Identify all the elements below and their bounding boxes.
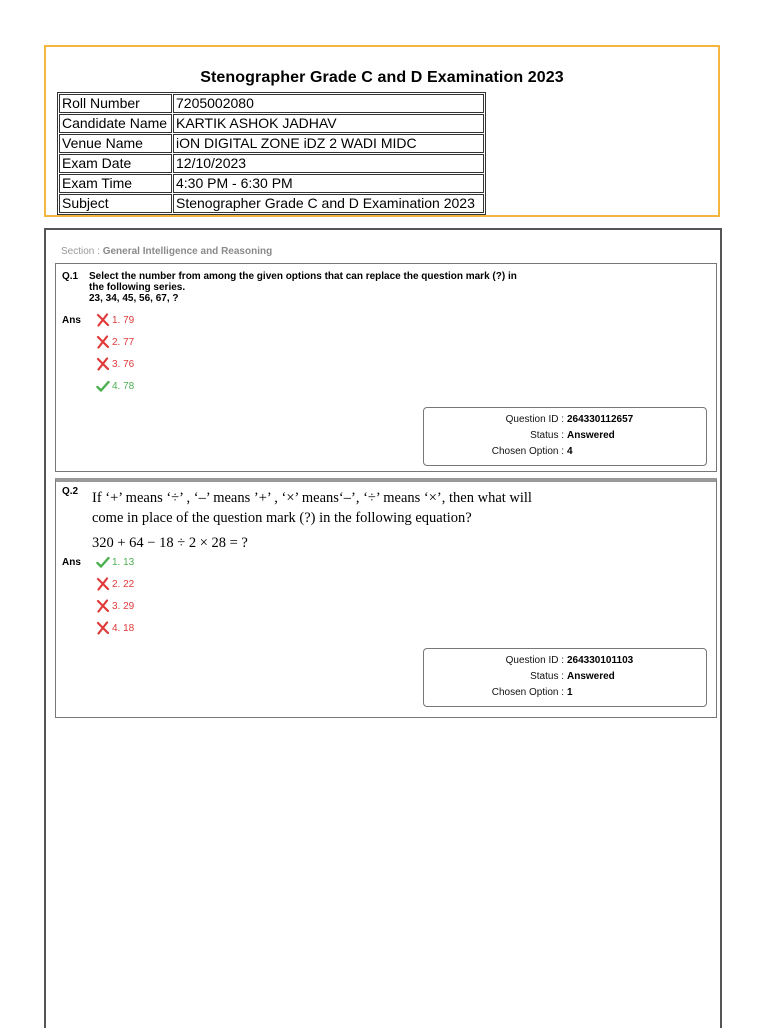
question-line: If ‘+’ means ‘÷’ , ‘–’ means ’+’ , ‘×’ means‘–’, ‘÷’ means ‘×’, then what will (92, 490, 532, 506)
question-panel-1 (55, 263, 717, 472)
question-text (92, 488, 592, 553)
info-value: 12/10/2023 (173, 154, 484, 173)
option-text: 2. 22 (112, 578, 135, 590)
check-icon (96, 555, 110, 569)
info-label: Venue Name (59, 134, 172, 153)
question-meta-box (423, 648, 707, 707)
question-id-row (424, 654, 706, 668)
option-item (96, 357, 134, 371)
info-label: Exam Time (59, 174, 172, 193)
question-meta-box (423, 407, 707, 466)
status-row (424, 429, 706, 443)
cross-icon (96, 313, 110, 327)
exam-header-box (44, 45, 720, 217)
info-value: KARTIK ASHOK JADHAV (173, 114, 484, 133)
cross-icon (96, 335, 110, 349)
question-equation: 320 + 64 − 18 ÷ 2 × 28 = ? (92, 535, 248, 551)
exam-title: Stenographer Grade C and D Examination 2023 (200, 69, 564, 86)
chosen-option-value: 1 (567, 687, 573, 698)
cross-icon (96, 621, 110, 635)
status-row (424, 670, 706, 684)
status-label: Status : (530, 430, 564, 441)
question-id-row (424, 413, 706, 427)
option-text: 1. 79 (112, 314, 135, 326)
option-item (96, 379, 134, 393)
info-label: Subject (59, 194, 172, 213)
option-item (96, 313, 134, 327)
option-item (96, 555, 134, 569)
question-number: Q.1 (62, 271, 79, 282)
option-item (96, 599, 134, 613)
info-row-subject (59, 194, 484, 213)
question-text (89, 271, 519, 304)
chosen-option-value: 4 (567, 446, 573, 457)
info-row-venue-name (59, 134, 484, 153)
ans-label: Ans (62, 557, 81, 568)
chosen-option-label: Chosen Option : (491, 687, 564, 698)
info-value: 4:30 PM - 6:30 PM (173, 174, 484, 193)
ans-label: Ans (62, 315, 81, 326)
question-id-label: Question ID : (505, 655, 564, 666)
question-id-value: 264330101103 (567, 655, 634, 666)
cross-icon (96, 599, 110, 613)
status-value: Answered (567, 671, 615, 682)
option-text: 4. 18 (112, 622, 135, 634)
chosen-option-row (424, 445, 706, 459)
question-line: come in place of the question mark (?) in the following equation? (92, 510, 472, 526)
response-sheet-frame (44, 228, 722, 1028)
info-value: 7205002080 (173, 94, 484, 113)
question-line: the following series. (89, 282, 186, 293)
status-value: Answered (567, 430, 615, 441)
section-name: General Intelligence and Reasoning (102, 246, 273, 257)
chosen-option-row (424, 686, 706, 700)
status-label: Status : (530, 671, 564, 682)
info-label: Candidate Name (59, 114, 172, 133)
question-line: 23, 34, 45, 56, 67, ? (89, 293, 179, 304)
info-label: Exam Date (59, 154, 172, 173)
cross-icon (96, 577, 110, 591)
option-text: 4. 78 (112, 380, 135, 392)
info-label: Roll Number (59, 94, 172, 113)
option-item (96, 577, 134, 591)
info-row-exam-date (59, 154, 484, 173)
option-text: 2. 77 (112, 336, 135, 348)
option-text: 3. 29 (112, 600, 135, 612)
question-panel-2 (55, 478, 717, 718)
chosen-option-label: Chosen Option : (491, 446, 564, 457)
question-line: Select the number from among the given options that can replace the question mark (?) in (89, 271, 517, 282)
option-item (96, 621, 134, 635)
info-row-roll-number (59, 94, 484, 113)
section-prefix: Section : (61, 246, 103, 257)
check-icon (96, 379, 110, 393)
option-text: 1. 13 (112, 556, 135, 568)
question-id-value: 264330112657 (567, 414, 634, 425)
cross-icon (96, 357, 110, 371)
section-heading (61, 246, 272, 257)
question-id-label: Question ID : (505, 414, 564, 425)
info-value: iON DIGITAL ZONE iDZ 2 WADI MIDC (173, 134, 484, 153)
question-number: Q.2 (62, 486, 79, 497)
option-item (96, 335, 134, 349)
option-text: 3. 76 (112, 358, 135, 370)
candidate-info-table (57, 92, 486, 215)
info-value: Stenographer Grade C and D Examination 2023 (173, 194, 484, 213)
info-row-exam-time (59, 174, 484, 193)
info-row-candidate-name (59, 114, 484, 133)
